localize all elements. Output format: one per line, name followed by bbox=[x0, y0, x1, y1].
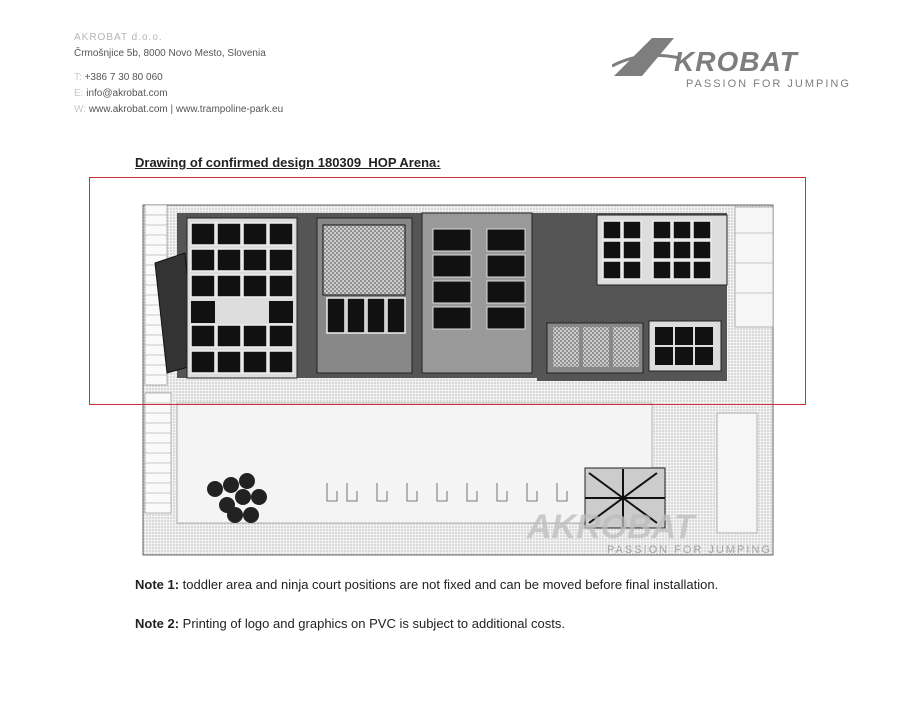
phone-value: +386 7 30 80 060 bbox=[84, 72, 163, 83]
phone-line bbox=[74, 70, 283, 86]
watermark-tagline: PASSION FOR JUMPING bbox=[607, 544, 772, 556]
company-header bbox=[74, 30, 283, 118]
company-address: Črmošnjice 5b, 8000 Novo Mesto, Slovenia bbox=[74, 48, 266, 59]
web-line bbox=[74, 102, 283, 118]
email-line bbox=[74, 86, 283, 102]
note-1 bbox=[135, 577, 718, 592]
logo-swoosh-icon bbox=[612, 36, 682, 80]
note-2-label: Note 2: bbox=[135, 616, 180, 631]
web-value: www.akrobat.com | www.trampoline-park.eu bbox=[88, 104, 284, 115]
web-label: W: bbox=[74, 104, 87, 115]
company-name: AKROBAT d.o.o. bbox=[74, 32, 163, 43]
highlight-frame bbox=[89, 177, 806, 405]
email-label: E: bbox=[74, 88, 84, 99]
watermark-word: AKROBAT bbox=[527, 508, 695, 546]
drawing-title: Drawing of confirmed design 180309_HOP Arena: bbox=[135, 155, 441, 170]
note-1-text: toddler area and ninja court positions are not fixed and can be moved before final installation. bbox=[179, 577, 719, 592]
note-2 bbox=[135, 616, 565, 631]
note-2-text: Printing of logo and graphics on PVC is subject to additional costs. bbox=[179, 616, 565, 631]
email-value: info@akrobat.com bbox=[86, 88, 168, 99]
logo-wordmark: KROBAT bbox=[674, 46, 798, 77]
phone-label: T: bbox=[74, 72, 82, 83]
note-1-label: Note 1: bbox=[135, 577, 180, 592]
akrobat-logo bbox=[612, 32, 852, 92]
logo-tagline: PASSION FOR JUMPING bbox=[686, 78, 851, 90]
